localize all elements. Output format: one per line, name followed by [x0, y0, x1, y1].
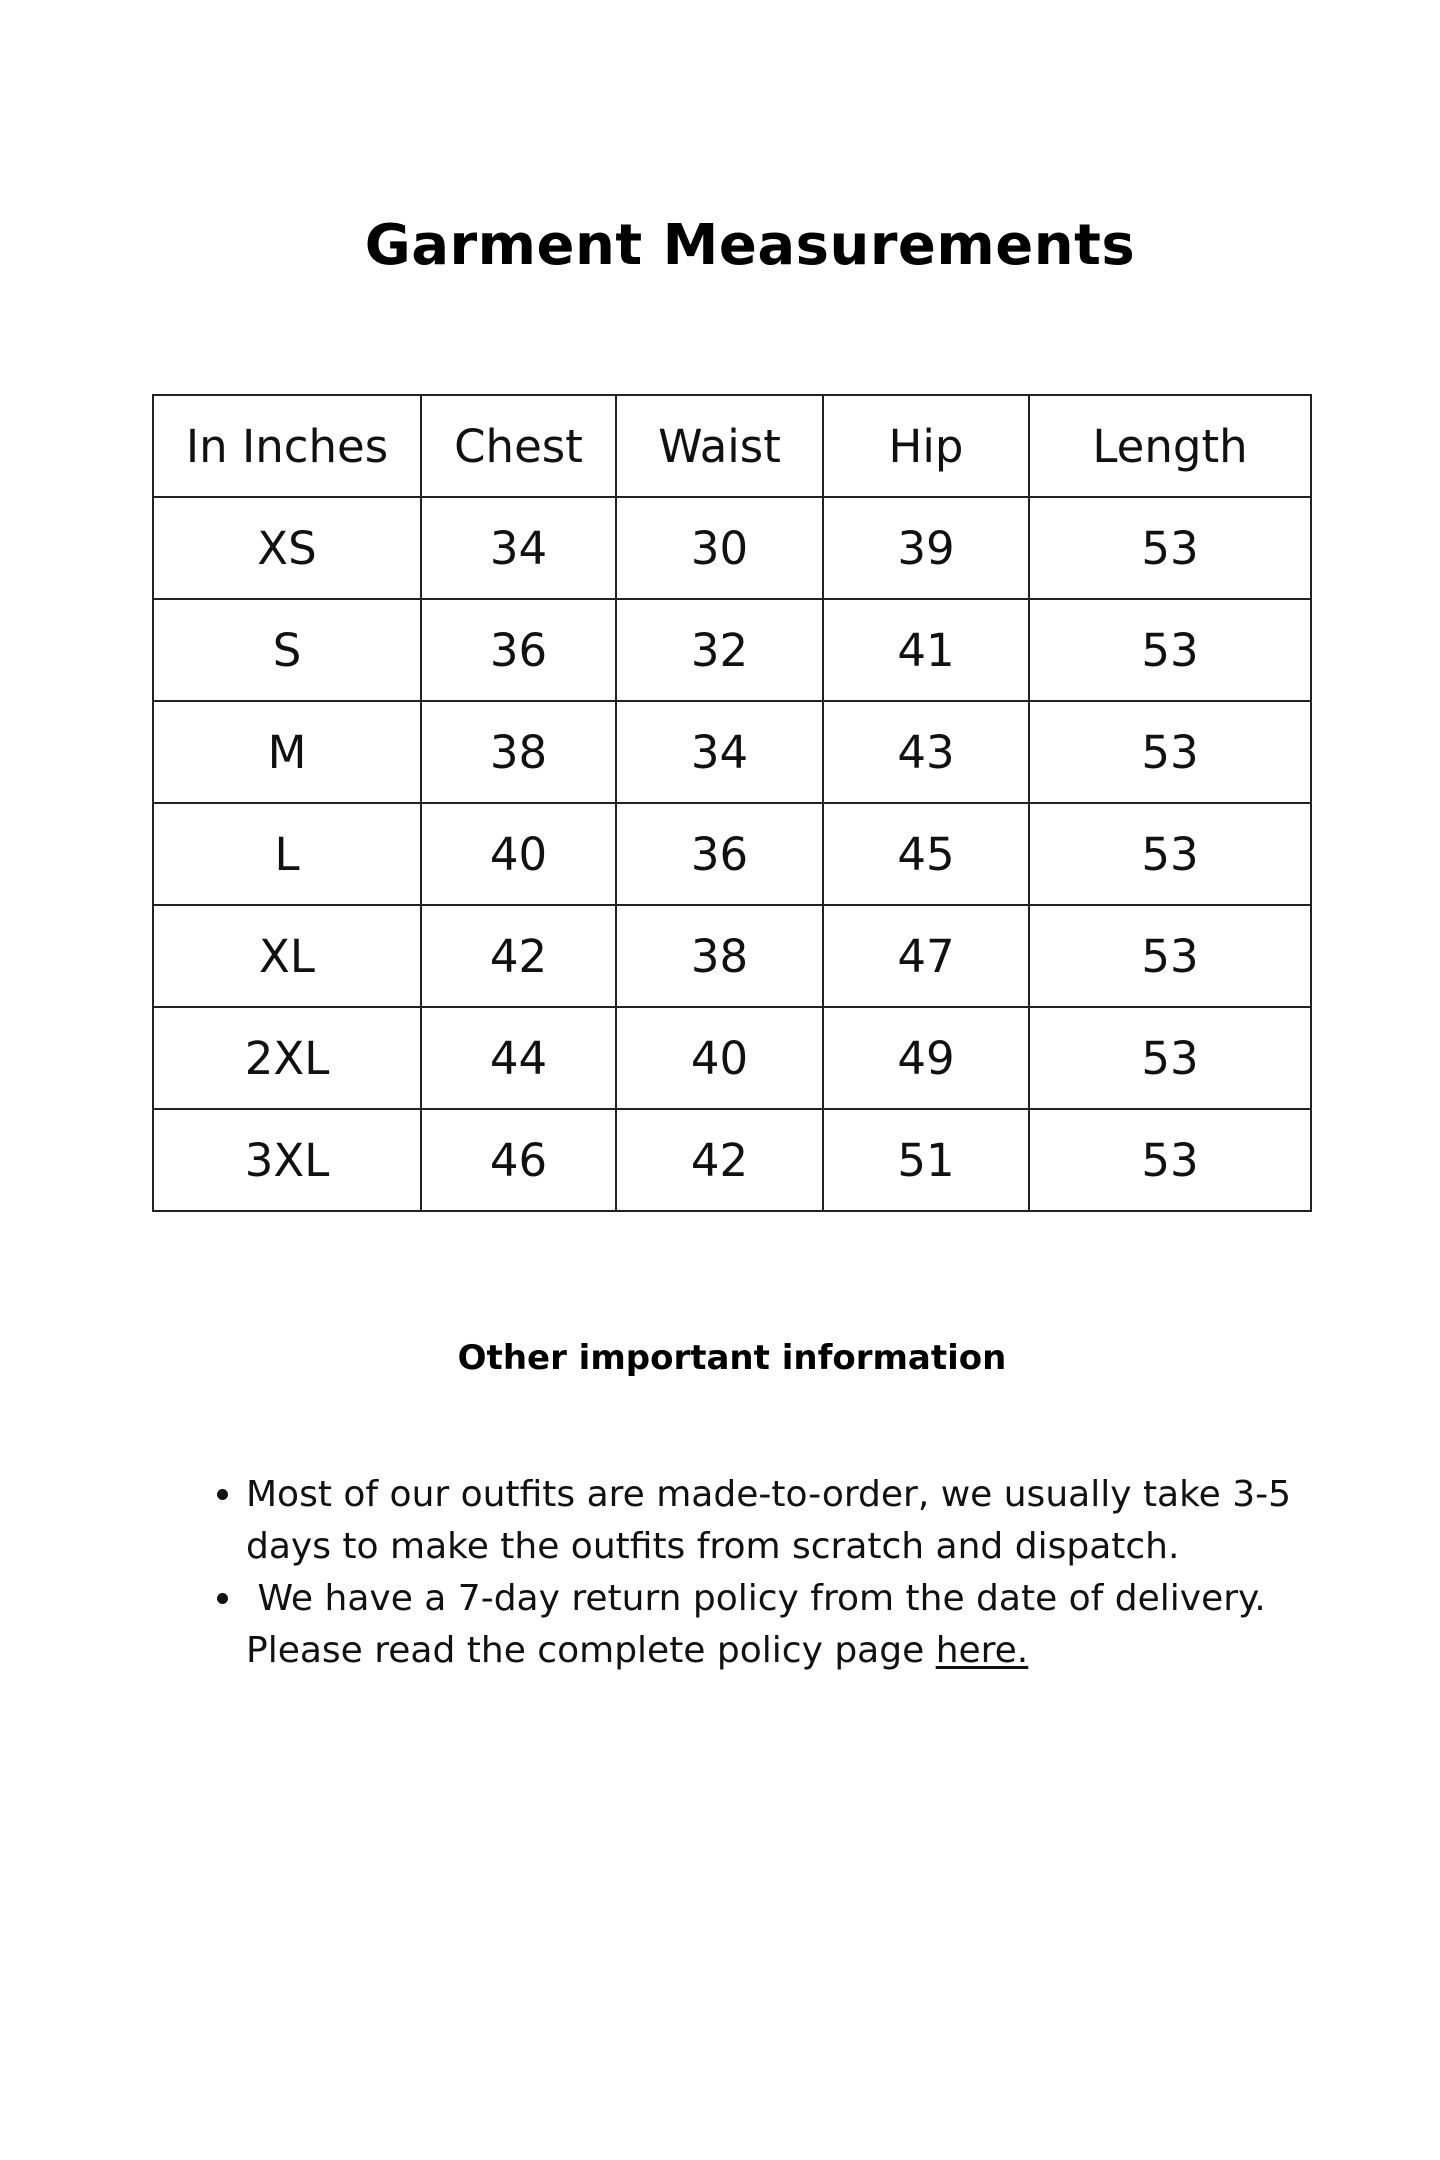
- hip-cell: 45: [823, 803, 1029, 905]
- hip-cell: 47: [823, 905, 1029, 1007]
- header-chest: Chest: [421, 395, 616, 497]
- table-row: [153, 599, 1311, 701]
- chest-cell: 34: [421, 497, 616, 599]
- size-cell: L: [153, 803, 421, 905]
- length-cell: 53: [1029, 599, 1311, 701]
- waist-cell: 36: [616, 803, 823, 905]
- chest-cell: 46: [421, 1109, 616, 1211]
- header-hip: Hip: [823, 395, 1029, 497]
- hip-cell: 43: [823, 701, 1029, 803]
- size-chart-table: [152, 394, 1312, 1212]
- table-row: [153, 1109, 1311, 1211]
- size-cell: XS: [153, 497, 421, 599]
- hip-cell: 51: [823, 1109, 1029, 1211]
- waist-cell: 38: [616, 905, 823, 1007]
- length-cell: 53: [1029, 1007, 1311, 1109]
- list-item: [246, 1573, 1346, 1677]
- policy-page-link[interactable]: here.: [935, 1630, 1029, 1671]
- size-cell: XL: [153, 905, 421, 1007]
- bullet-icon: [217, 1489, 228, 1500]
- chest-cell: 42: [421, 905, 616, 1007]
- list-item: [246, 1469, 1346, 1573]
- chest-cell: 44: [421, 1007, 616, 1109]
- header-in-inches: In Inches: [153, 395, 421, 497]
- info-heading: Other important information: [457, 1338, 1007, 1378]
- return-policy-text: We have a 7-day return policy from the date of delivery.: [246, 1578, 1266, 1619]
- made-to-order-text: Most of our outfits are made-to-order, we usually take 3-5 days to make the outfits from scratch and dispatch.: [246, 1474, 1292, 1567]
- header-length: Length: [1029, 395, 1311, 497]
- policy-prompt-text: Please read the complete policy page: [246, 1630, 936, 1671]
- waist-cell: 42: [616, 1109, 823, 1211]
- table-row: [153, 497, 1311, 599]
- waist-cell: 34: [616, 701, 823, 803]
- table-row: [153, 905, 1311, 1007]
- table-row: [153, 701, 1311, 803]
- length-cell: 53: [1029, 497, 1311, 599]
- info-list: [246, 1469, 1346, 1677]
- length-cell: 53: [1029, 905, 1311, 1007]
- size-cell: 3XL: [153, 1109, 421, 1211]
- hip-cell: 49: [823, 1007, 1029, 1109]
- waist-cell: 30: [616, 497, 823, 599]
- length-cell: 53: [1029, 803, 1311, 905]
- chest-cell: 36: [421, 599, 616, 701]
- table-header-row: [153, 395, 1311, 497]
- size-cell: 2XL: [153, 1007, 421, 1109]
- hip-cell: 39: [823, 497, 1029, 599]
- size-cell: S: [153, 599, 421, 701]
- chest-cell: 38: [421, 701, 616, 803]
- hip-cell: 41: [823, 599, 1029, 701]
- length-cell: 53: [1029, 701, 1311, 803]
- header-waist: Waist: [616, 395, 823, 497]
- length-cell: 53: [1029, 1109, 1311, 1211]
- chest-cell: 40: [421, 803, 616, 905]
- bullet-icon: [217, 1593, 228, 1604]
- page-title: Garment Measurements: [364, 213, 1136, 278]
- waist-cell: 40: [616, 1007, 823, 1109]
- table-row: [153, 1007, 1311, 1109]
- table-row: [153, 803, 1311, 905]
- size-cell: M: [153, 701, 421, 803]
- waist-cell: 32: [616, 599, 823, 701]
